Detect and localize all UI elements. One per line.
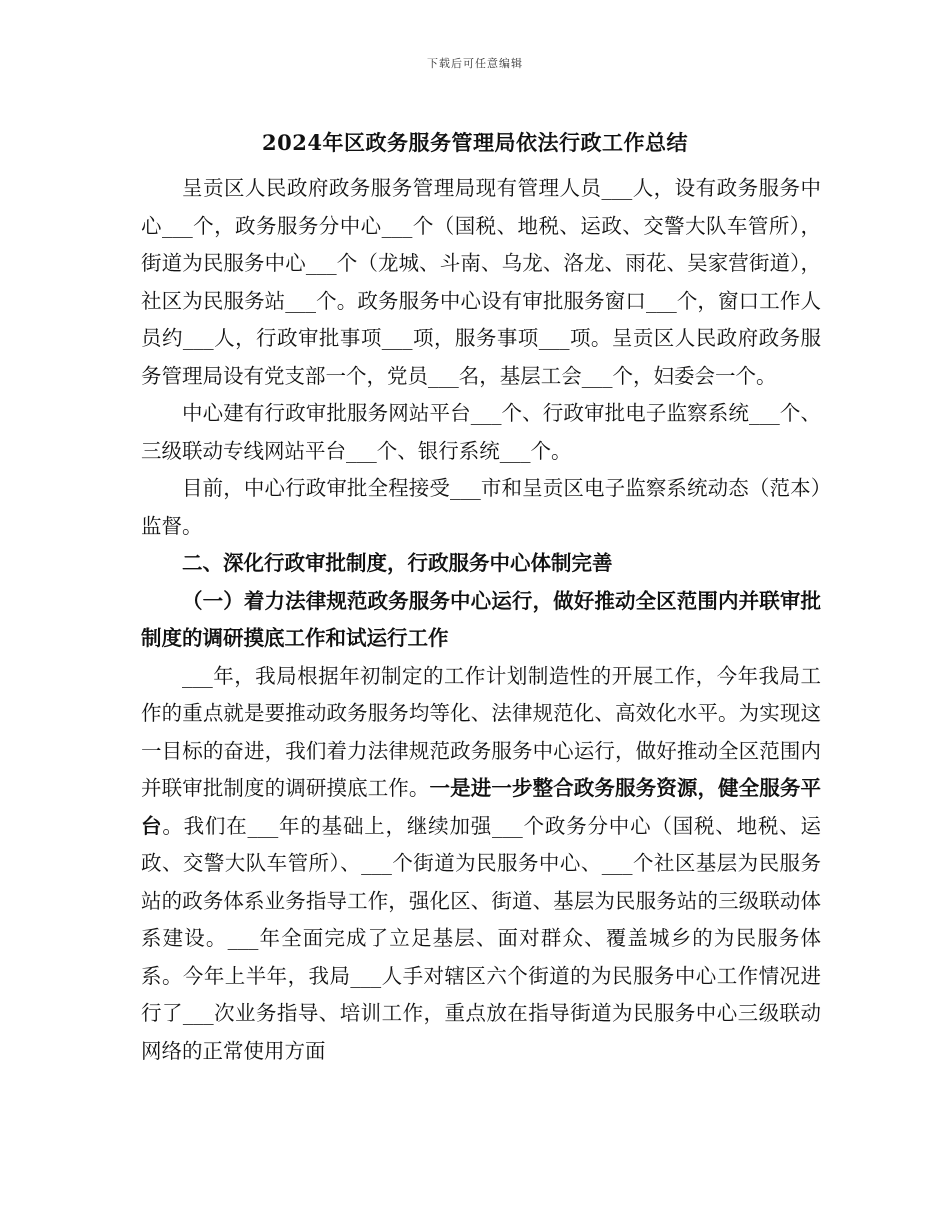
paragraph-4-bold-phrase: 一是进一步整合政务服务资源，健全服务平台: [141, 776, 821, 838]
paragraph-1: 呈贡区人民政府政务服务管理局现有管理人员___人，设有政务服务中心___个，政务服务分中心___个（国税、地税、运政、交警大队车管所），街道为民服务中心___个（龙城、斗南、乌龙、洛龙、雨花、吴家营街道），社区为民服务站___个。政务服务中心设有审批服务窗口___个，窗口工作人员约___人，行政审批事项___项，服务事项___项。呈贡区人民政府政务服务管理局设有党支部一个，党员___名，基层工会___个，妇委会一个。: [141, 176, 821, 388]
header-note: 下载后可任意编辑: [427, 57, 523, 70]
paragraph-2: 中心建有行政审批服务网站平台___个、行政审批电子监察系统___个、三级联动专线网站平台___个、银行系统___个。: [141, 401, 821, 463]
document-title: 2024年区政务服务管理局依法行政工作总结: [262, 130, 688, 155]
paragraph-3: 目前，中心行政审批全程接受___市和呈贡区电子监察系统动态（范本）监督。: [141, 476, 821, 538]
document-body: [141, 170, 821, 1070]
paragraph-4: [141, 658, 821, 1071]
section-heading-2: 二、深化行政审批制度，行政服务中心体制完善: [182, 551, 613, 575]
subsection-heading-2-1: （一）着力法律规范政务服务中心运行，做好推动全区范围内并联审批制度的调研摸底工作和试运行工作: [141, 588, 821, 650]
paragraph-4-start: ___年，我局根据年初制定的工作计划制造性的开展工作，今年我局工作的重点就是要推动政务服务均等化、法律规范化、高效化水平。为实现这一目标的奋进，我们着力法律规范政务服务中心运行，做好推动全区范围内并联审批制度的调研摸底工作。: [141, 663, 821, 800]
paragraph-4-end: 。我们在___年的基础上，继续加强___个政务分中心（国税、地税、运政、交警大队车管所）、___个街道为民服务中心、___个社区基层为民服务站的政务体系业务指导工作，强化区、街道、基层为民服务站的三级联动体系建设。___年全面完成了立足基层、面对群众、覆盖城乡的为民服务体系。今年上半年，我局___人手对辖区六个街道的为民服务中心工作情况进行了___次业务指导、培训工作，重点放在指导街道为民服务中心三级联动网络的正常使用方面: [141, 813, 822, 1063]
